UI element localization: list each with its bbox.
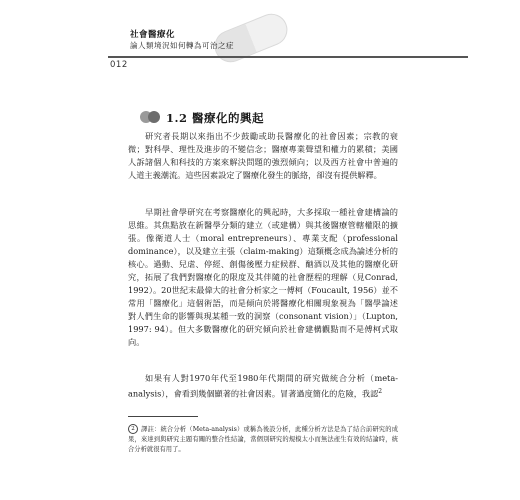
footnote-marker: 2 (128, 424, 138, 434)
running-header (108, 26, 468, 60)
body-paragraph (128, 130, 398, 182)
body-paragraph (128, 206, 398, 349)
section-heading (140, 110, 264, 126)
capsule-section-icon (140, 111, 162, 125)
footnote-reference: 2 (378, 388, 383, 395)
book-title: 論人類境況如何轉為可治之症 (130, 41, 234, 50)
paragraph-text: 早期社會學研究在考察醫療化的興起時，大多採取一種社會建構論的思維。其焦點放在新醫學分類的建立（或建構）與其後醫療管轄權限的擴張。像衛道人士（moral entrepreneurs）、專業支配（professional dominance），以及建立主張（claim-making）這類概念成為論述分析的核心。過動、兒虐、停經、創傷後壓力症候群、酗酒以及其他的醫療化研究，拓展了我們對醫療化的限度及其伴隨的社會歷程的理解（見Conrad, 1992）。20世紀末最偉大的社會分析家之一傅柯（Foucault, 1956）並不常用「醫療化」這個術語，而是傾向於將醫療化相關現象視為「醫學論述對人們生命的影響與現某種一致的洞察（consonant vision）」（Lupton, 1997: 94）。但大多數醫療化的研究傾向於社會建構觀點而不是傅柯式取向。 (128, 207, 398, 347)
paragraph-text (128, 372, 398, 401)
body-paragraph (128, 372, 398, 401)
section-title: 1.2 醫療化的興起 (166, 111, 265, 125)
capsule-icon (210, 9, 292, 67)
footnote-divider (128, 416, 198, 417)
footnote (128, 424, 398, 455)
page-number: 012 (110, 60, 128, 70)
paragraph-text: 研究者長期以來指出不少鼓勵或助長醫療化的社會因素；宗教的衰微；對科學、理性及進步的不變信念；醫療專業聲望和權力的累積；美國人訴諸個人和科技的方案來解決問題的強烈傾向；以及西方社會中普遍的人道主義潮流。這些因素設定了醫療化發生的脈絡，卻沒有提供解釋。 (128, 131, 398, 180)
footnote-text: 譯註：統合分析（Meta-analysis）或稱為後設分析，此種分析方法是為了結合前研究的成果，來達到與研究主題有關的整合性結論，當個別研究的規模太小而無法產生有效的結論時，統合分析就很有用了。 (128, 426, 398, 453)
paragraph-text-main: 如果有人對1970年代至1980年代期間的研究做統合分析（meta-analysis），會看到幾個顯著的社會因素。冒著過度簡化的危險，我認 (128, 373, 398, 399)
header-rule (108, 56, 468, 58)
series-title: 社會醫療化 (130, 30, 176, 40)
